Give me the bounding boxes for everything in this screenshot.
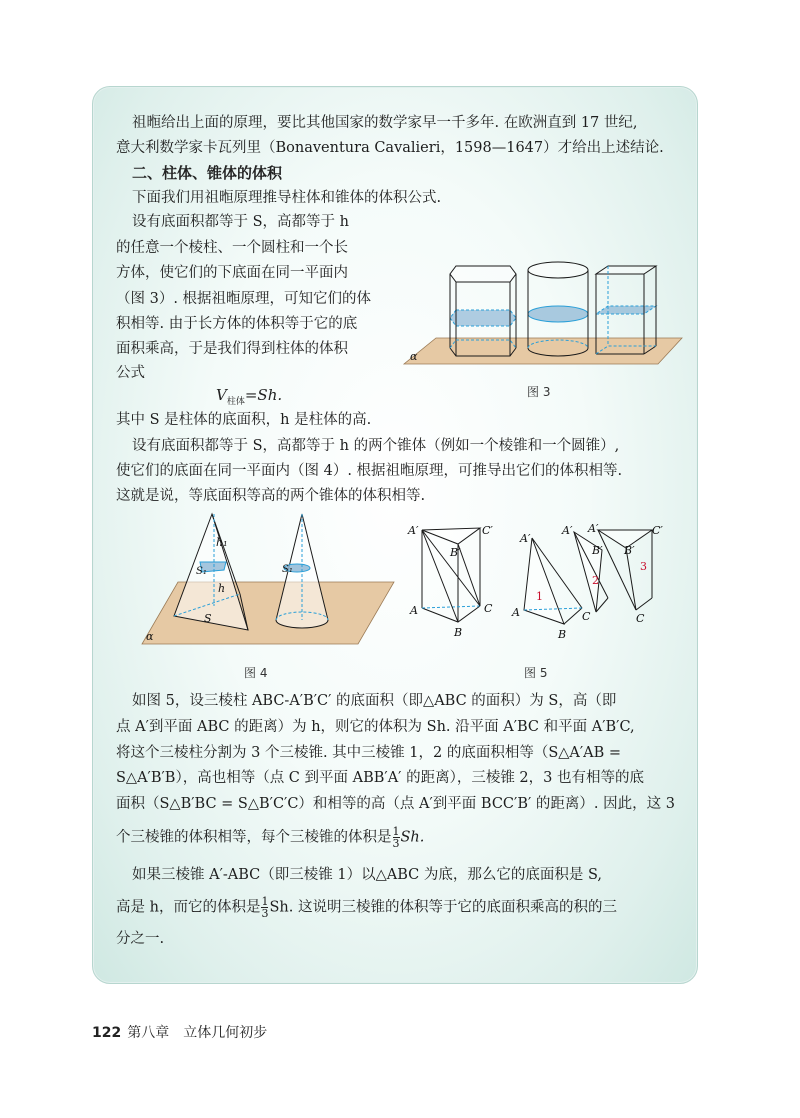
text-line: 面积乘高，于是我们得到柱体的体积 [116,341,348,357]
alpha-label: α [410,350,418,363]
text-line: 使它们的底面在同一平面内（图 4）. 根据祖暅原理，可推导出它们的体积相等. [116,463,623,479]
text-line: 下面我们用祖暅原理推导柱体和锥体的体积公式. [132,190,442,206]
alpha-label: α [146,630,154,643]
label-b: B [454,626,463,639]
label-c: C [484,602,493,615]
section-heading: 二、柱体、锥体的体积 [132,164,283,182]
figure-5-caption: 图 5 [524,666,548,680]
text-line: 将这个三棱柱分割为 3 个三棱锥. 其中三棱锥 1，2 的底面积相等（S△A′AB = [116,745,622,761]
text-line: 设有底面积都等于 S，高都等于 h 的两个锥体（例如一个棱锥和一个圆锥）, [132,438,620,454]
text-line: 个三棱锥的体积相等，每个三棱锥的体积是 $\frac{1}{3}$ Sh. [116,825,425,850]
h1-label: h₁ [216,536,228,549]
text-line: 方体，使它们的下底面在同一平面内 [116,265,348,281]
text-line: 如图 5，设三棱柱 ABC-A′B′C′ 的底面积（即△ABC 的面积）为 S，高（即 [132,693,617,709]
text-line: 的任意一个棱柱、一个圆柱和一个长 [116,240,348,256]
label-c-r: C [582,610,591,623]
plane-alpha [404,338,682,364]
text-line: 意大利数学家卡瓦列里（Bonaventura Cavalieri，1598—1647）才给出上述结论. [116,140,664,156]
page-number: 122 [92,1025,122,1041]
text-line: 其中 S 是柱体的底面积，h 是柱体的高. [116,412,372,428]
label-c-r2: C [636,612,645,625]
label-a-r: A [512,606,520,619]
text-line: （图 3）. 根据祖暅原理，可知它们的体 [116,291,372,307]
figure-3-caption: 图 3 [527,385,551,399]
label-a: A [410,604,418,617]
cylinder-volume-formula: $V_{柱体}=Sh$. [216,386,283,407]
text-line: 如果三棱锥 A′-ABC（即三棱锥 1）以△ABC 为底，那么它的底面积是 S, [132,867,602,883]
tetrahedron-1 [524,538,582,624]
triangular-prism [422,528,480,622]
label-2: 2 [592,574,599,587]
label-a-prime-3: A′ [588,522,599,535]
text-line: 分之一. [116,931,165,947]
label-b-r: B [558,628,567,641]
figure-4 [128,512,398,652]
label-a-prime: A′ [408,524,419,537]
text-line: 高是 h，而它的体积是 $\frac{1}{3}$ Sh. 这说明三棱锥的体积等于它的底面积乘高的积的三 [116,895,617,920]
label-b-prime-3: B′ [624,544,635,557]
text-line: 积相等. 由于长方体的体积等于它的底 [116,316,358,332]
tetrahedron-2 [574,532,608,612]
text-line: 面积（S△B′BC = S△B′C′C）和相等的高（点 A′到平面 BCC′B′ 的距离）. 因此，这 3 [116,796,675,812]
figure-4-caption: 图 4 [244,666,268,680]
text-line: 设有底面积都等于 S，高都等于 h [132,214,349,230]
s-label: S [204,612,212,625]
label-c-prime: C′ [482,524,493,537]
chapter-title: 第八章 立体几何初步 [127,1025,268,1041]
label-c-prime-3: C′ [652,524,663,537]
figure-5 [402,520,672,650]
h-label: h [218,582,226,595]
text-line: 点 A′到平面 ABC 的距离）为 h，则它的体积为 Sh. 沿平面 A′BC 和平面 A′B′C, [116,719,635,735]
label-a-prime-2: A′ [562,524,573,537]
label-a-prime-1: A′ [520,532,531,545]
page-footer [92,1022,267,1042]
s1-label: S₁ [196,566,207,577]
figure-3 [396,218,686,378]
label-3: 3 [640,560,647,573]
label-b-prime: B′ [450,546,461,559]
text-line: S△A′B′B），高也相等（点 C 到平面 ABB′A′ 的距离），三棱锥 2，3 也有相等的底 [116,770,644,786]
text-line: 公式 [116,365,145,381]
label-1: 1 [536,590,543,603]
text-line: 祖暅给出上面的原理，要比其他国家的数学家早一千多年. 在欧洲直到 17 世纪, [132,115,638,131]
text-line: 这就是说，等底面积等高的两个锥体的体积相等. [116,488,426,504]
label-b-prime-2: B′ [592,544,603,557]
s1-label-cone: S₁ [282,564,293,575]
